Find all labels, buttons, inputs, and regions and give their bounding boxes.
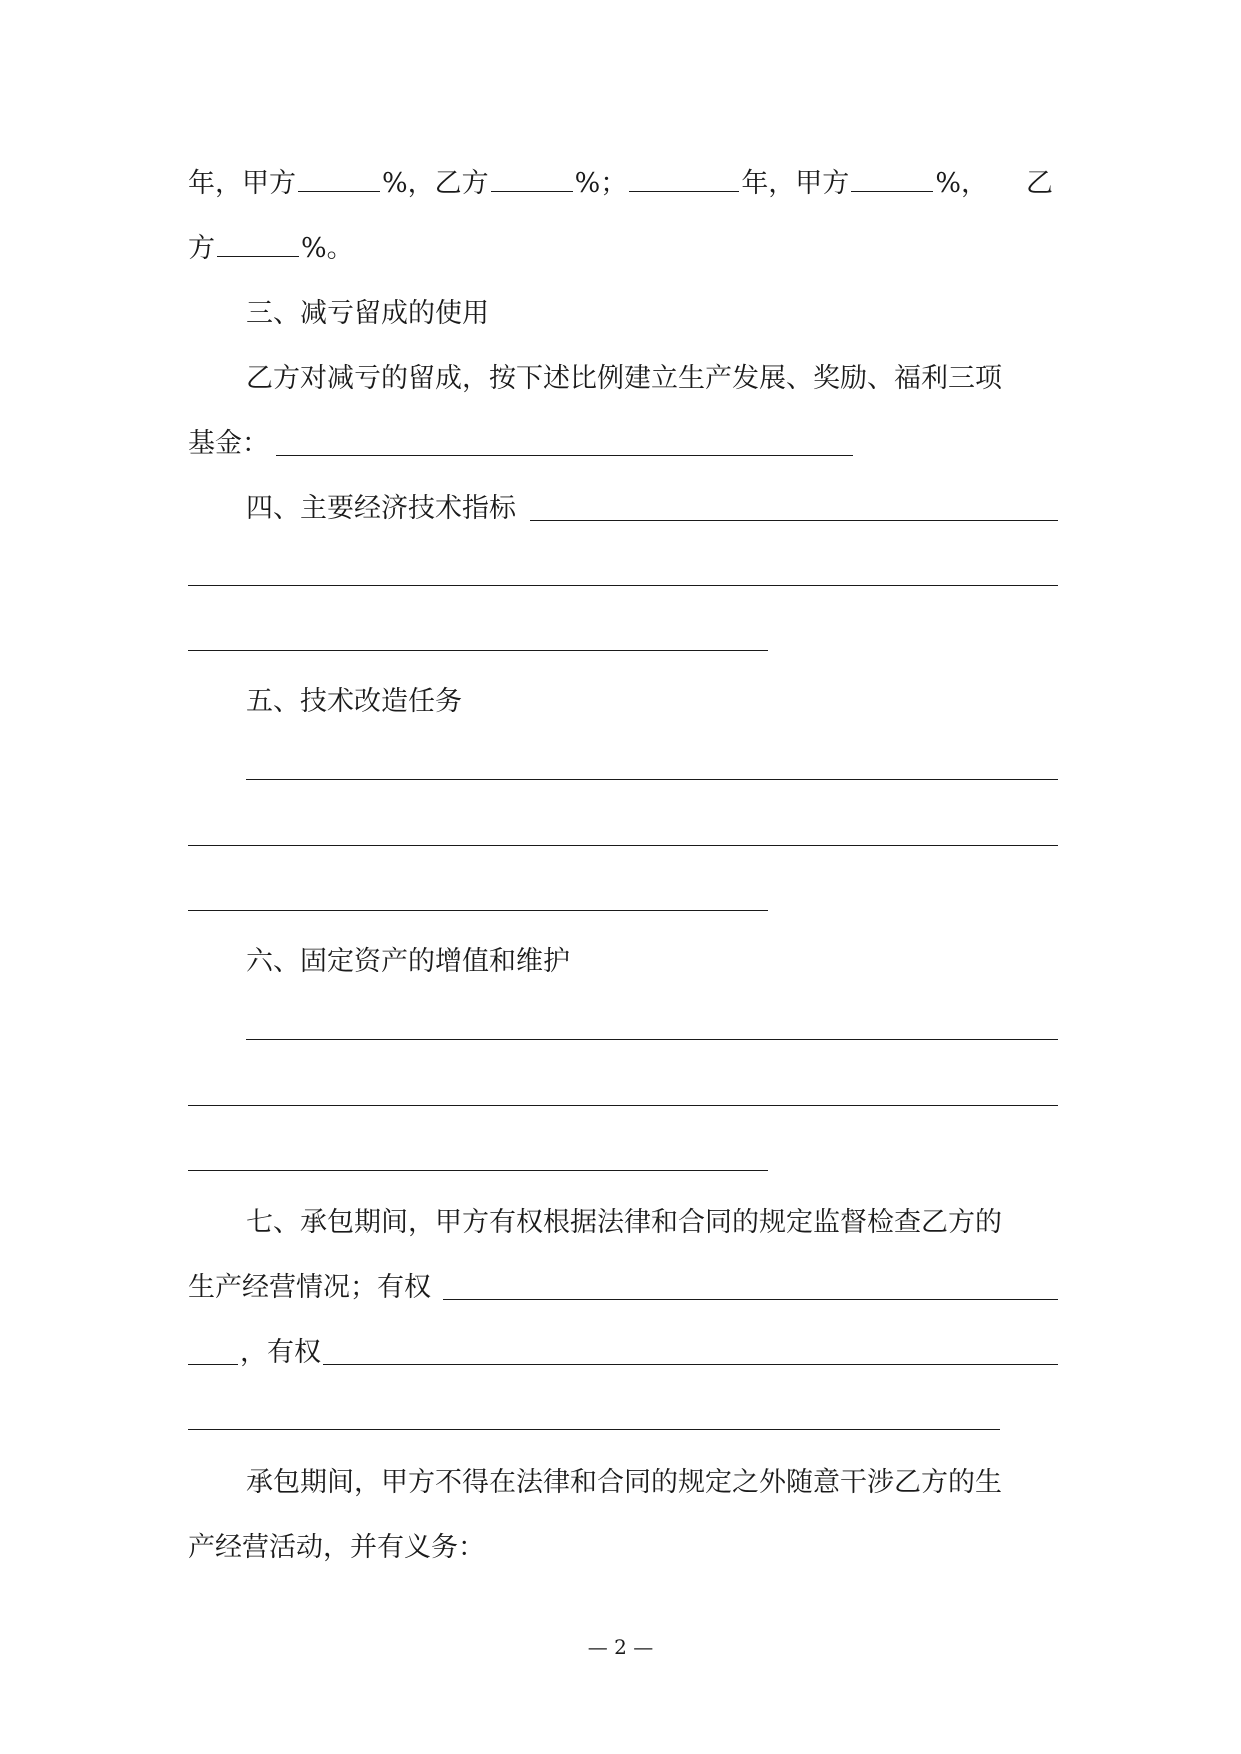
section-7-rights-line-2 <box>240 1333 340 1373</box>
blank-rule <box>246 779 1058 780</box>
blank-rule <box>188 650 768 651</box>
text-segment: ，有权 <box>240 1337 321 1368</box>
section-3-fund-line <box>188 424 1058 464</box>
paragraph-text: 承包期间，甲方不得在法律和合同的规定之外随意干涉乙方的生 <box>246 1467 1002 1498</box>
blank-rule <box>276 455 853 456</box>
blank-field <box>298 165 380 192</box>
blank-field <box>851 165 933 192</box>
blank-rule <box>188 1364 238 1365</box>
text-segment: %。 <box>301 233 354 264</box>
paragraph-text-2: 产经营活动，并有义务： <box>188 1532 485 1563</box>
blank-rule <box>188 910 768 911</box>
blank-rule <box>246 1039 1058 1040</box>
section-4-title: 四、主要经济技术指标 <box>246 493 516 524</box>
text-segment: %； <box>574 168 628 199</box>
text-segment: %， <box>935 168 988 199</box>
blank-rule <box>443 1299 1058 1300</box>
blank-field <box>217 230 299 257</box>
blank-rule <box>188 585 1058 586</box>
section-7-rights-line <box>188 1268 1058 1308</box>
section-5-heading: 五、技术改造任务 <box>246 686 462 717</box>
section-7-text: 七、承包期间，甲方有权根据法律和合同的规定监督检查乙方的 <box>246 1207 1002 1238</box>
blank-rule <box>188 845 1058 846</box>
text-segment: 生产经营情况；有权 <box>188 1272 431 1303</box>
blank-field <box>491 165 573 192</box>
blank-rule <box>188 1105 1058 1106</box>
ratio-line-2 <box>188 229 1058 269</box>
text-segment: 方 <box>188 233 215 264</box>
blank-rule <box>323 1364 1058 1365</box>
blank-rule <box>188 1170 768 1171</box>
text-segment: %，乙方 <box>382 168 489 199</box>
blank-field <box>629 165 739 192</box>
section-6-heading: 六、固定资产的增值和维护 <box>246 946 570 977</box>
section-3-heading: 三、减亏留成的使用 <box>246 298 489 329</box>
text-segment: 年，甲方 <box>741 168 850 199</box>
text-segment: 基金： <box>188 428 269 459</box>
section-3-text: 乙方对减亏的留成，按下述比例建立生产发展、奖励、福利三项 <box>246 363 1002 394</box>
section-4-heading <box>246 489 1058 529</box>
blank-rule <box>530 520 1058 521</box>
blank-rule <box>188 1429 1000 1430</box>
text-segment: 年，甲方 <box>188 168 296 199</box>
ratio-line-1 <box>188 164 1058 204</box>
text-segment: 乙 <box>1026 168 1053 199</box>
page-number: — 2 — <box>587 1635 654 1659</box>
ratio-line-1-end <box>1026 164 1066 204</box>
